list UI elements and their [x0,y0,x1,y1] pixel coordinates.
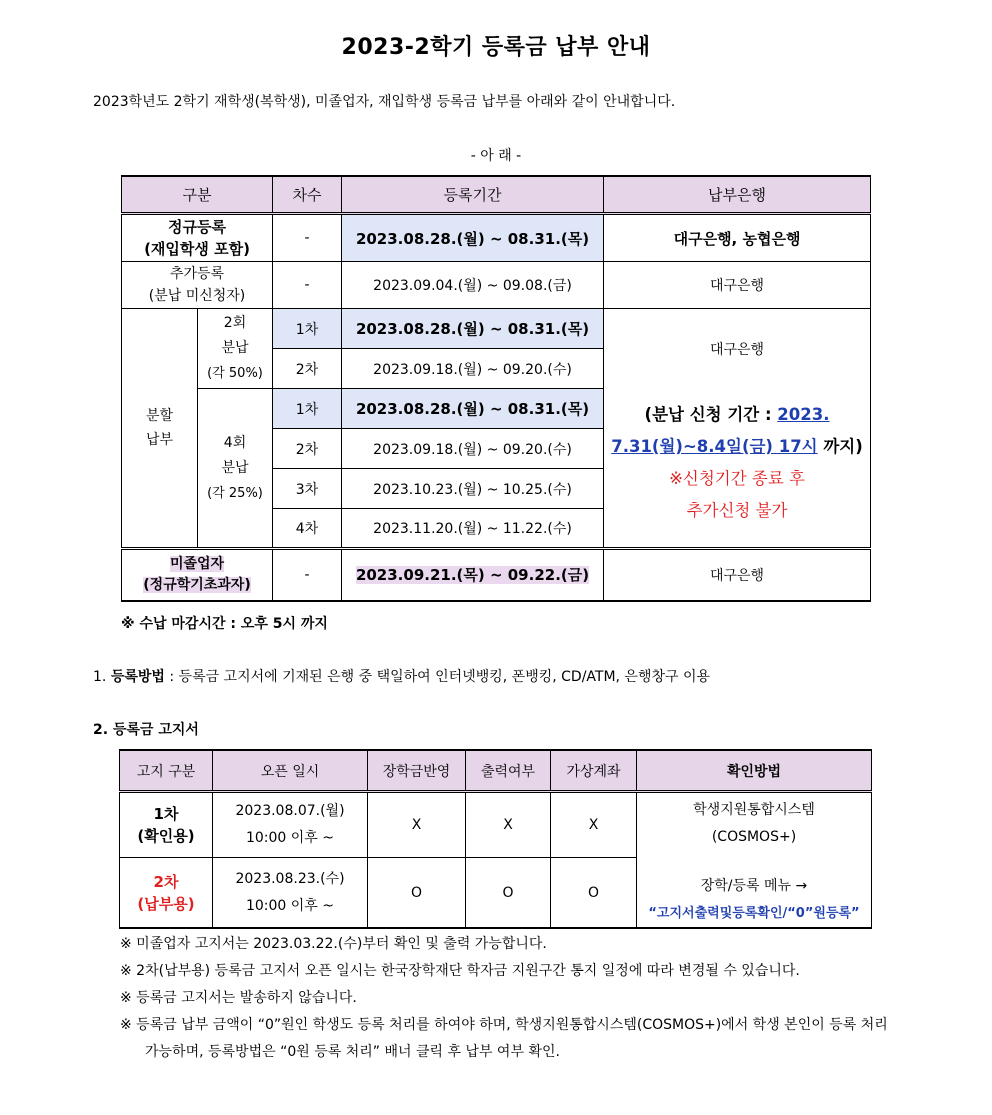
two-round-2: 2차 [273,349,342,389]
row2-l2: (납부용) [137,894,195,913]
schedule-table [121,175,871,602]
row1-l1: 1차 [153,805,179,824]
apply-prefix: (분납 신청 기간 : [644,405,778,424]
notice-heading: 2. 등록금 고지서 [93,722,199,738]
installment-bank: 대구은행 [709,342,765,358]
row2-date2: 10:00 이후 ~ [245,897,335,914]
row-two-1 [122,309,871,349]
notice-header-open: 오픈 일시 [213,750,368,792]
row2-scholar: O [368,858,466,928]
four-period-1: 2023.08.28.(월) ~ 08.31.(목) [342,389,604,429]
notice-row2-type [120,858,213,928]
four-installment-label [198,389,273,549]
notice-table [119,749,872,929]
additional-label [122,262,273,309]
four-l2: 분납 [221,459,249,476]
notice-header-scholar: 장학금반영 [368,750,466,792]
header-round: 차수 [273,176,342,214]
row2-date1: 2023.08.23.(수) [235,870,345,887]
method-section [93,666,710,686]
notice-check-method [637,792,872,929]
row-regular [122,214,871,262]
four-period-4: 2023.11.20.(월) ~ 11.22.(수) [342,509,604,549]
installment-label [122,309,198,549]
two-period-2: 2023.09.18.(월) ~ 09.20.(수) [342,349,604,389]
notes-list [120,931,900,1066]
row-unfinished [122,549,871,601]
notice-header-print: 출력여부 [466,750,551,792]
two-installment-label [198,309,273,389]
four-period-2: 2023.09.18.(월) ~ 09.20.(수) [342,429,604,469]
warn-1: ※신청기간 종료 후 [669,469,805,488]
note-3: ※ 등록금 고지서는 발송하지 않습니다. [120,990,357,1006]
page-title: 2023-2학기 등록금 납부 안내 [341,35,651,60]
unfinished-label-2: (정규학기초과자) [143,576,251,593]
four-round-1: 1차 [273,389,342,429]
notice-header-row [120,750,872,792]
row2-account: O [551,858,637,928]
header-period: 등록기간 [342,176,604,214]
method-num: 1. [93,669,111,685]
intro-text: 2023학년도 2학기 재학생(복학생), 미졸업자, 재입학생 등록금 납부를 아래와 같이 안내합니다. [93,94,676,110]
four-round-4: 4차 [273,509,342,549]
additional-round: - [273,262,342,309]
check-1: 학생지원통합시스템 [693,802,815,818]
row1-date1: 2023.08.07.(월) [235,803,345,820]
installment-apply-info [604,399,870,527]
method-label: 등록방법 [110,669,165,685]
row1-account: X [551,792,637,858]
apply-suffix: 까지) [817,437,863,456]
header-bank: 납부은행 [604,176,871,214]
row1-date2: 10:00 이후 ~ [245,830,335,847]
notice-header-type: 고지 구분 [120,750,213,792]
warn-2: 추가신청 불가 [686,501,788,520]
installment-label-2: 납부 [145,432,174,448]
two-round-1: 1차 [273,309,342,349]
notice-header-account: 가상계좌 [551,750,637,792]
header-category: 구분 [122,176,273,214]
two-l2: 분납 [221,340,249,356]
check-2: (COSMOS+) [711,829,797,845]
notice-row-1 [120,792,872,858]
notice-header-check: 확인방법 [637,750,872,792]
notice-row2-open [213,858,368,928]
additional-label-1: 추가등록 [169,266,225,282]
additional-label-2: (분납 미신청자) [148,288,246,304]
row2-l1: 2차 [153,872,179,891]
unfinished-round: - [273,549,342,601]
four-l3: (각 25%) [207,485,263,501]
four-l1: 4회 [223,434,247,451]
arae-divider: - 아 래 - [470,148,522,164]
row1-l2: (확인용) [137,827,195,846]
regular-period: 2023.08.28.(월) ~ 08.31.(목) [342,214,604,262]
notice-row1-type [120,792,213,858]
unfinished-label-1: 미졸업자 [169,555,225,572]
notice-row1-open [213,792,368,858]
row1-scholar: X [368,792,466,858]
unfinished-period-cell [342,549,604,601]
two-l3: (각 50%) [207,366,263,381]
check-3: 장학/등록 메뉴 → [700,878,808,894]
note-4: ※ 등록금 납부 금액이 “0”원인 학생도 등록 처리를 하여야 하며, 학생지원통합시스템(COSMOS+)에서 학생 본인이 등록 처리 가능하며, 등록방법은 “0원 등록 처리” 배너 클릭 후 납부 여부 확인. [120,1017,888,1060]
unfinished-bank: 대구은행 [604,549,871,601]
four-round-2: 2차 [273,429,342,469]
row2-print: O [466,858,551,928]
regular-round: - [273,214,342,262]
row-additional [122,262,871,309]
note-1: ※ 미졸업자 고지서는 2023.03.22.(수)부터 확인 및 출력 가능합니다. [120,936,547,952]
row1-print: X [466,792,551,858]
regular-label-1: 정규등록 [168,218,226,236]
additional-period: 2023.09.04.(월) ~ 09.08.(금) [342,262,604,309]
two-period-1: 2023.08.28.(월) ~ 08.31.(목) [342,309,604,349]
regular-label-2: (재입학생 포함) [144,240,250,258]
installment-bank-cell [604,309,871,549]
apply-date-1: 2023. [777,405,830,424]
schedule-header-row [122,176,871,214]
regular-label [122,214,273,262]
four-period-3: 2023.10.23.(월) ~ 10.25.(수) [342,469,604,509]
additional-bank: 대구은행 [604,262,871,309]
deadline-note: ※ 수납 마감시간 : 오후 5시 까지 [121,616,328,632]
four-round-3: 3차 [273,469,342,509]
unfinished-label [122,549,273,601]
method-text: : 등록금 고지서에 기재된 은행 중 택일하여 인터넷뱅킹, 폰뱅킹, CD/ATM, 은행창구 이용 [164,669,711,685]
note-2: ※ 2차(납부용) 등록금 고지서 오픈 일시는 한국장학재단 학자금 지원구간 통지 일정에 따라 변경될 수 있습니다. [120,963,800,979]
installment-label-1: 분할 [145,408,174,424]
apply-date-2: 7.31(월)~8.4일(금) 17시 [611,437,818,456]
unfinished-period: 2023.09.21.(목) ~ 09.22.(금) [355,566,590,585]
two-l1: 2회 [223,315,247,331]
check-4: “고지서출력및등록확인/“0”원등록” [648,906,860,921]
regular-bank: 대구은행, 농협은행 [604,214,871,262]
